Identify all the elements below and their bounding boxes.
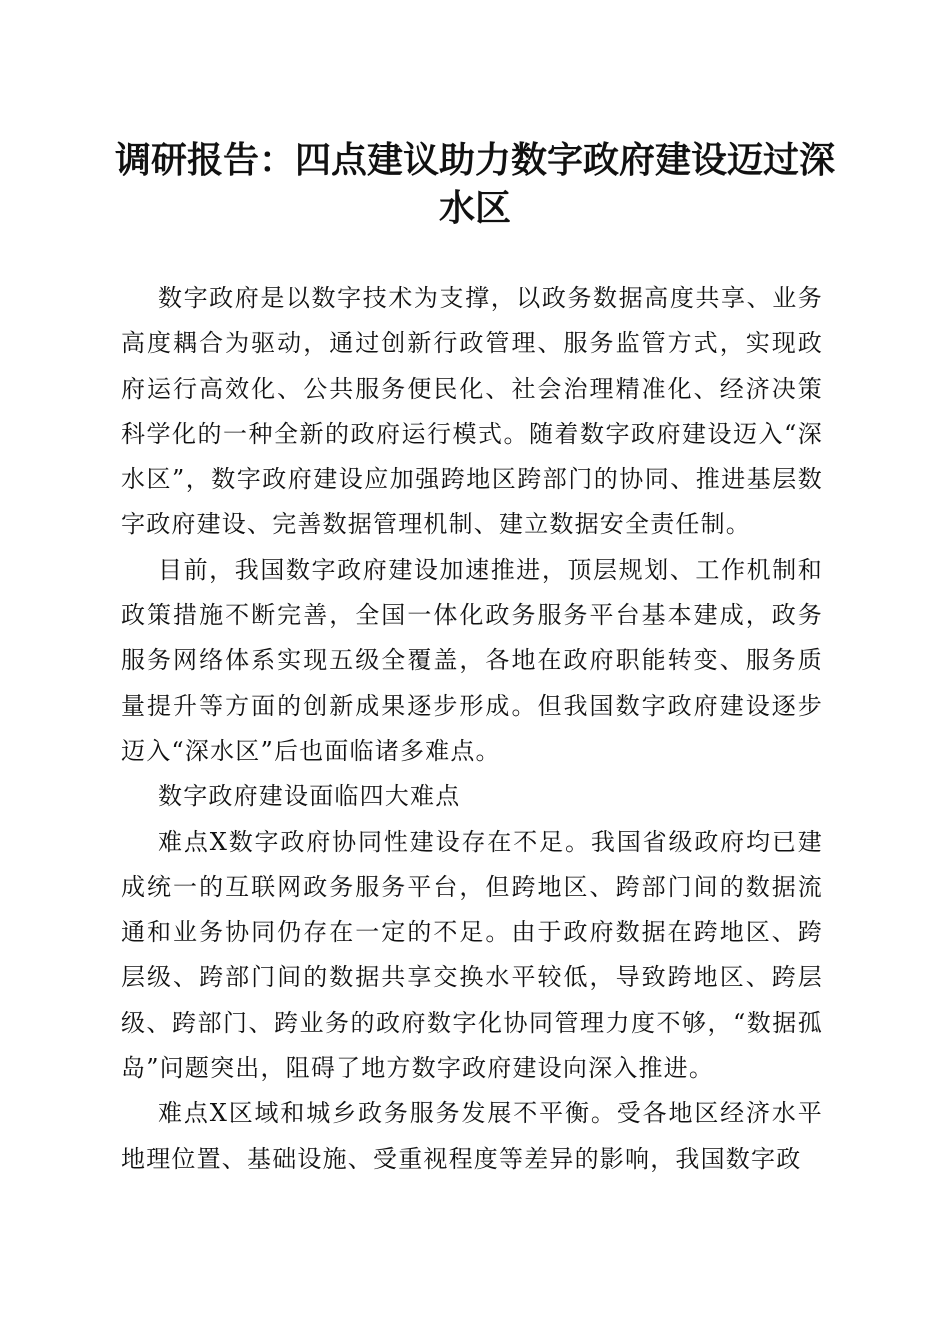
section-heading-difficulties: 数字政府建设面临四大难点	[158, 782, 461, 811]
document-title: 调研报告：四点建议助力数字政府建设迈过深水区	[114, 139, 835, 229]
paragraph-difficulty-imbalance: 难点X区域和城乡政务服务发展不平衡。受各地区经济水平地理位置、基础设施、受重视程度等差异的影响，我国数字政	[121, 1099, 823, 1173]
document-body	[121, 276, 823, 1182]
paragraph-intro: 数字政府是以数字技术为支撑，以政务数据高度共享、业务高度耦合为驱动，通过创新行政管理、服务监管方式，实现政府运行高效化、公共服务便民化、社会治理精准化、经济决策科学化的一种全新的政府运行模式。随着数字政府建设迈入“深水区”，数字政府建设应加强跨地区跨部门的协同、推进基层数字政府建设、完善数据管理机制、建立数据安全责任制。	[121, 284, 823, 539]
paragraph-difficulty-coordination: 难点X数字政府协同性建设存在不足。我国省级政府均已建成统一的互联网政务服务平台，但跨地区、跨部门间的数据流通和业务协同仍存在一定的不足。由于政府数据在跨地区、跨层级、跨部门间的数据共享交换水平较低，导致跨地区、跨层级、跨部门、跨业务的政府数字化协同管理力度不够，“数据孤岛”问题突出，阻碍了地方数字政府建设向深入推进。	[121, 827, 823, 1083]
paragraph-current-status: 目前，我国数字政府建设加速推进，顶层规划、工作机制和政策措施不断完善，全国一体化政务服务平台基本建成，政务服务网络体系实现五级全覆盖，各地在政府职能转变、服务质量提升等方面的创新成果逐步形成。但我国数字政府建设逐步迈入“深水区”后也面临诸多难点。	[121, 555, 823, 765]
